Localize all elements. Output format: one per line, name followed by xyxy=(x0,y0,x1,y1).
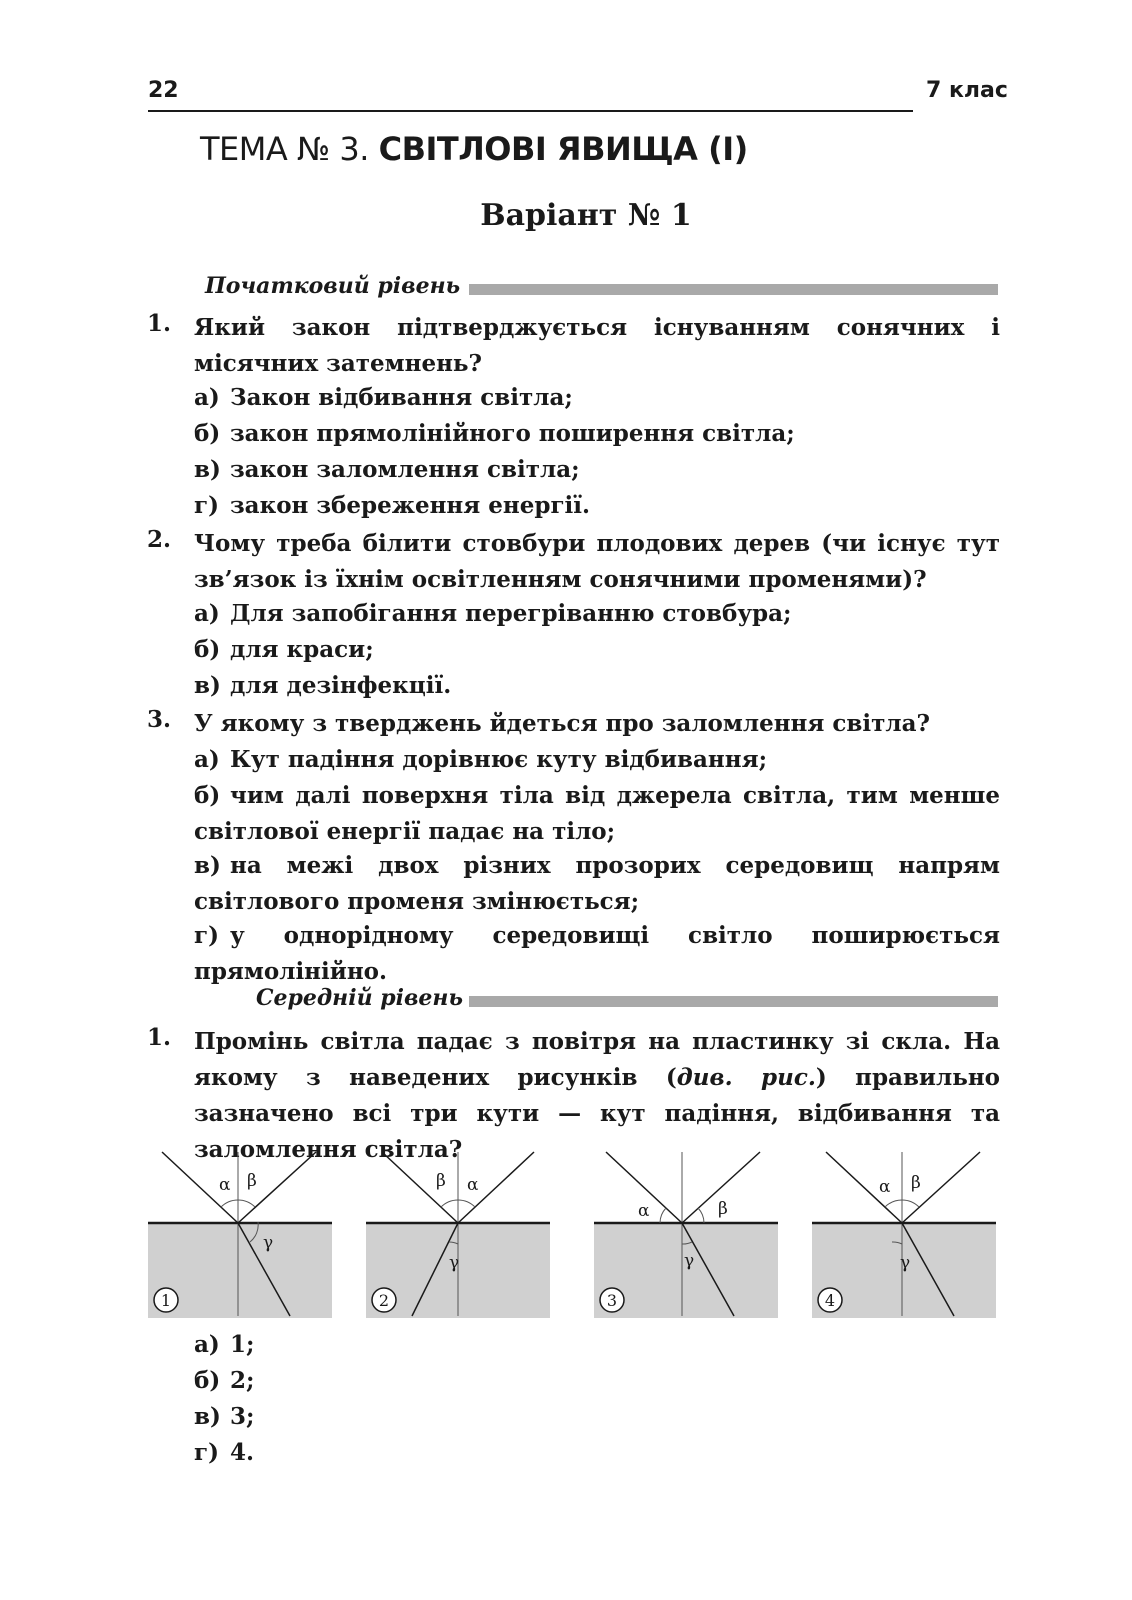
answer-option xyxy=(194,778,1000,850)
question-number: 1. xyxy=(147,1024,172,1051)
question-text-part: ) правильно зазначено всі три кути — кут падіння, відбивання та заломлення світла? xyxy=(194,1064,1000,1163)
option-letter: в) xyxy=(194,1403,221,1430)
option-text: на межі двох різних прозорих середовищ напрям світлового променя змінюється; xyxy=(194,852,1000,915)
angle-label: β xyxy=(436,1171,446,1191)
topic-name: СВІТЛОВІ ЯВИЩА (I) xyxy=(378,130,748,168)
page-number: 22 xyxy=(148,78,179,103)
option-text: закон прямолінійного поширення світла; xyxy=(230,420,795,447)
figure-number: 1 xyxy=(160,1291,172,1310)
answer-option xyxy=(194,596,1000,632)
grade-label: 7 клас xyxy=(926,78,1008,103)
refraction-figure-1 xyxy=(148,1146,332,1318)
angle-label: α xyxy=(879,1177,891,1197)
angle-label: α xyxy=(467,1175,479,1195)
option-text: 3; xyxy=(230,1403,255,1430)
question-number: 1. xyxy=(147,310,172,337)
refraction-figure-3 xyxy=(594,1146,778,1318)
level-heading-middle: Середній рівень xyxy=(256,985,463,1011)
angle-label: γ xyxy=(263,1233,274,1253)
option-text: 2; xyxy=(230,1367,255,1394)
option-letter: а) xyxy=(194,746,220,773)
answer-option xyxy=(194,1435,1000,1471)
option-text: чим далі поверхня тіла від джерела світла, тим менше світлової енергії падає на тіло; xyxy=(194,782,1000,845)
level-heading-initial: Початковий рівень xyxy=(205,273,461,299)
option-letter: г) xyxy=(194,492,219,519)
answer-option xyxy=(194,668,1000,704)
figure-number: 2 xyxy=(378,1291,390,1310)
figure-number: 3 xyxy=(606,1291,618,1310)
refraction-figure-4 xyxy=(812,1146,996,1318)
option-letter: б) xyxy=(194,636,221,663)
option-letter: а) xyxy=(194,1331,220,1358)
answer-option xyxy=(194,488,1000,524)
option-text: 1; xyxy=(230,1331,255,1358)
option-letter: в) xyxy=(194,672,221,699)
option-letter: б) xyxy=(194,1367,221,1394)
level-bar xyxy=(469,996,998,1007)
question-number: 3. xyxy=(147,706,172,733)
option-text: закон збереження енергії. xyxy=(230,492,591,519)
angle-label: β xyxy=(247,1171,257,1191)
answer-option xyxy=(194,918,1000,990)
option-text: у однорідному середовищі світло поширюється прямолінійно. xyxy=(194,922,1000,985)
option-text: Кут падіння дорівнює куту відбивання; xyxy=(230,746,768,773)
angle-label: γ xyxy=(900,1253,911,1273)
option-letter: г) xyxy=(194,922,219,949)
answer-option xyxy=(194,742,1000,778)
option-text: 4. xyxy=(230,1439,255,1466)
option-letter: а) xyxy=(194,600,220,627)
level-bar xyxy=(469,284,998,295)
reflected-ray xyxy=(382,1152,458,1223)
answer-option xyxy=(194,452,1000,488)
refraction-figure-2 xyxy=(366,1146,550,1318)
angle-label: γ xyxy=(449,1253,460,1273)
option-letter: г) xyxy=(194,1439,219,1466)
topic-title xyxy=(200,130,748,168)
header-rule xyxy=(148,110,913,112)
option-letter: б) xyxy=(194,782,221,809)
option-letter: в) xyxy=(194,456,221,483)
topic-prefix: ТЕМА № 3. xyxy=(200,130,369,168)
option-letter: в) xyxy=(194,852,221,879)
answer-option xyxy=(194,380,1000,416)
answer-option xyxy=(194,416,1000,452)
question-text: Який закон підтверджується існуванням сонячних і місячних затемнень? xyxy=(194,314,1000,377)
answer-option xyxy=(194,848,1000,920)
option-letter: а) xyxy=(194,384,220,411)
question-number: 2. xyxy=(147,526,172,553)
reflected-ray xyxy=(826,1152,902,1223)
option-text: для дезінфекції. xyxy=(230,672,452,699)
option-text: Закон відбивання світла; xyxy=(230,384,573,411)
angle-label: β xyxy=(911,1173,921,1193)
option-letter: б) xyxy=(194,420,221,447)
angle-label: α xyxy=(638,1201,650,1221)
option-text: для краси; xyxy=(230,636,374,663)
option-text: закон заломлення світла; xyxy=(230,456,580,483)
answer-option xyxy=(194,1327,1000,1363)
figure-number: 4 xyxy=(824,1291,836,1310)
question-text-part: Промінь світла падає з повітря на пластинку зі скла. На якому з наведених рисунків ( xyxy=(194,1028,1000,1091)
angle-label: α xyxy=(219,1175,231,1195)
question-text: Чому треба білити стовбури плодових дерев (чи існує тут зв’язок із їхнім освітленням сонячними променями)? xyxy=(194,530,1000,593)
answer-option xyxy=(194,632,1000,668)
option-text: Для запобігання перегріванню стовбура; xyxy=(230,600,792,627)
question-text: У якому з тверджень йдеться про заломлення світла? xyxy=(194,710,930,737)
answer-option xyxy=(194,1399,1000,1435)
figure-reference: див. рис. xyxy=(676,1064,816,1091)
variant-title: Варіант № 1 xyxy=(480,198,692,233)
answer-option xyxy=(194,1363,1000,1399)
angle-label: β xyxy=(718,1199,728,1219)
angle-label: γ xyxy=(684,1251,695,1271)
